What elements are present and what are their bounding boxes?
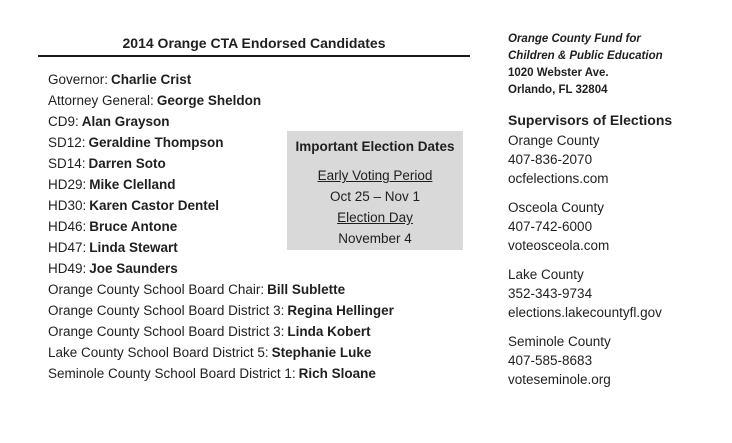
- candidate-row: [48, 90, 394, 111]
- candidate-name: Bruce Antone: [89, 219, 178, 234]
- candidate-row: [48, 363, 394, 384]
- candidate-row: [48, 111, 394, 132]
- candidate-office: Orange County School Board District 3:: [48, 303, 285, 318]
- candidate-name: Stephanie Luke: [271, 345, 372, 360]
- county-group-orange: [508, 131, 732, 188]
- candidate-name: Darren Soto: [88, 156, 166, 171]
- county-name: Lake County: [508, 267, 584, 282]
- county-phone: 407-585-8683: [508, 353, 593, 368]
- county-name: Seminole County: [508, 334, 611, 349]
- county-website: voteseminole.org: [508, 372, 611, 387]
- county-website: voteosceola.com: [508, 238, 610, 253]
- county-phone: 407-742-6000: [508, 219, 593, 234]
- candidate-name: Alan Grayson: [81, 114, 170, 129]
- candidate-row: [48, 279, 394, 300]
- county-group-seminole: [508, 332, 732, 389]
- county-website: ocfelections.com: [508, 171, 609, 186]
- candidate-office: Orange County School Board District 3:: [48, 324, 285, 339]
- candidate-office: HD46:: [48, 219, 87, 234]
- candidate-office: HD30:: [48, 198, 87, 213]
- candidate-office: Lake County School Board District 5:: [48, 345, 269, 360]
- candidate-office: SD14:: [48, 156, 86, 171]
- candidate-office: HD47:: [48, 240, 87, 255]
- supervisors-heading: Supervisors of Elections: [508, 112, 673, 128]
- candidate-office: SD12:: [48, 135, 86, 150]
- candidate-name: Regina Hellinger: [287, 303, 394, 318]
- candidate-row: [48, 69, 394, 90]
- candidate-name: Rich Sloane: [298, 366, 376, 381]
- county-name: Osceola County: [508, 200, 605, 215]
- candidate-name: Mike Clelland: [89, 177, 176, 192]
- candidate-name: Linda Stewart: [89, 240, 178, 255]
- candidate-row: [48, 300, 394, 321]
- org-name-line2: Children & Public Education: [508, 50, 663, 62]
- dates-box-title: Important Election Dates: [295, 139, 455, 154]
- early-voting-value: Oct 25 – Nov 1: [329, 189, 421, 204]
- sidebar: [508, 31, 732, 389]
- county-phone: 407-836-2070: [508, 152, 593, 167]
- county-group-osceola: [508, 198, 732, 255]
- candidate-office: HD49:: [48, 261, 87, 276]
- election-day-label: Election Day: [337, 210, 413, 225]
- candidate-name: Linda Kobert: [287, 324, 371, 339]
- candidate-office: HD29:: [48, 177, 87, 192]
- county-website: elections.lakecountyfl.gov: [508, 305, 662, 320]
- org-name-line1: Orange County Fund for: [508, 33, 641, 45]
- county-name: Orange County: [508, 133, 600, 148]
- election-day-value: November 4: [338, 231, 412, 246]
- candidate-office: CD9:: [48, 114, 79, 129]
- election-dates-box: [287, 131, 463, 250]
- candidate-name: Bill Sublette: [267, 282, 346, 297]
- candidate-office: Attorney General:: [48, 93, 154, 108]
- candidate-name: Charlie Crist: [111, 72, 192, 87]
- candidate-row: [48, 258, 394, 279]
- candidate-row: [48, 321, 394, 342]
- candidate-name: Joe Saunders: [89, 261, 178, 276]
- candidate-office: Seminole County School Board District 1:: [48, 366, 296, 381]
- page-title: 2014 Orange CTA Endorsed Candidates: [38, 33, 470, 57]
- org-block: [508, 31, 732, 99]
- candidate-name: Karen Castor Dentel: [89, 198, 220, 213]
- county-group-lake: [508, 265, 732, 322]
- candidate-name: Geraldine Thompson: [88, 135, 224, 150]
- candidate-office: Governor:: [48, 72, 109, 87]
- county-phone: 352-343-9734: [508, 286, 593, 301]
- candidate-row: [48, 342, 394, 363]
- org-address-line1: 1020 Webster Ave.: [508, 67, 609, 79]
- early-voting-label: Early Voting Period: [317, 168, 433, 183]
- candidate-office: Orange County School Board Chair:: [48, 282, 265, 297]
- candidate-name: George Sheldon: [156, 93, 262, 108]
- org-address-line2: Orlando, FL 32804: [508, 84, 608, 96]
